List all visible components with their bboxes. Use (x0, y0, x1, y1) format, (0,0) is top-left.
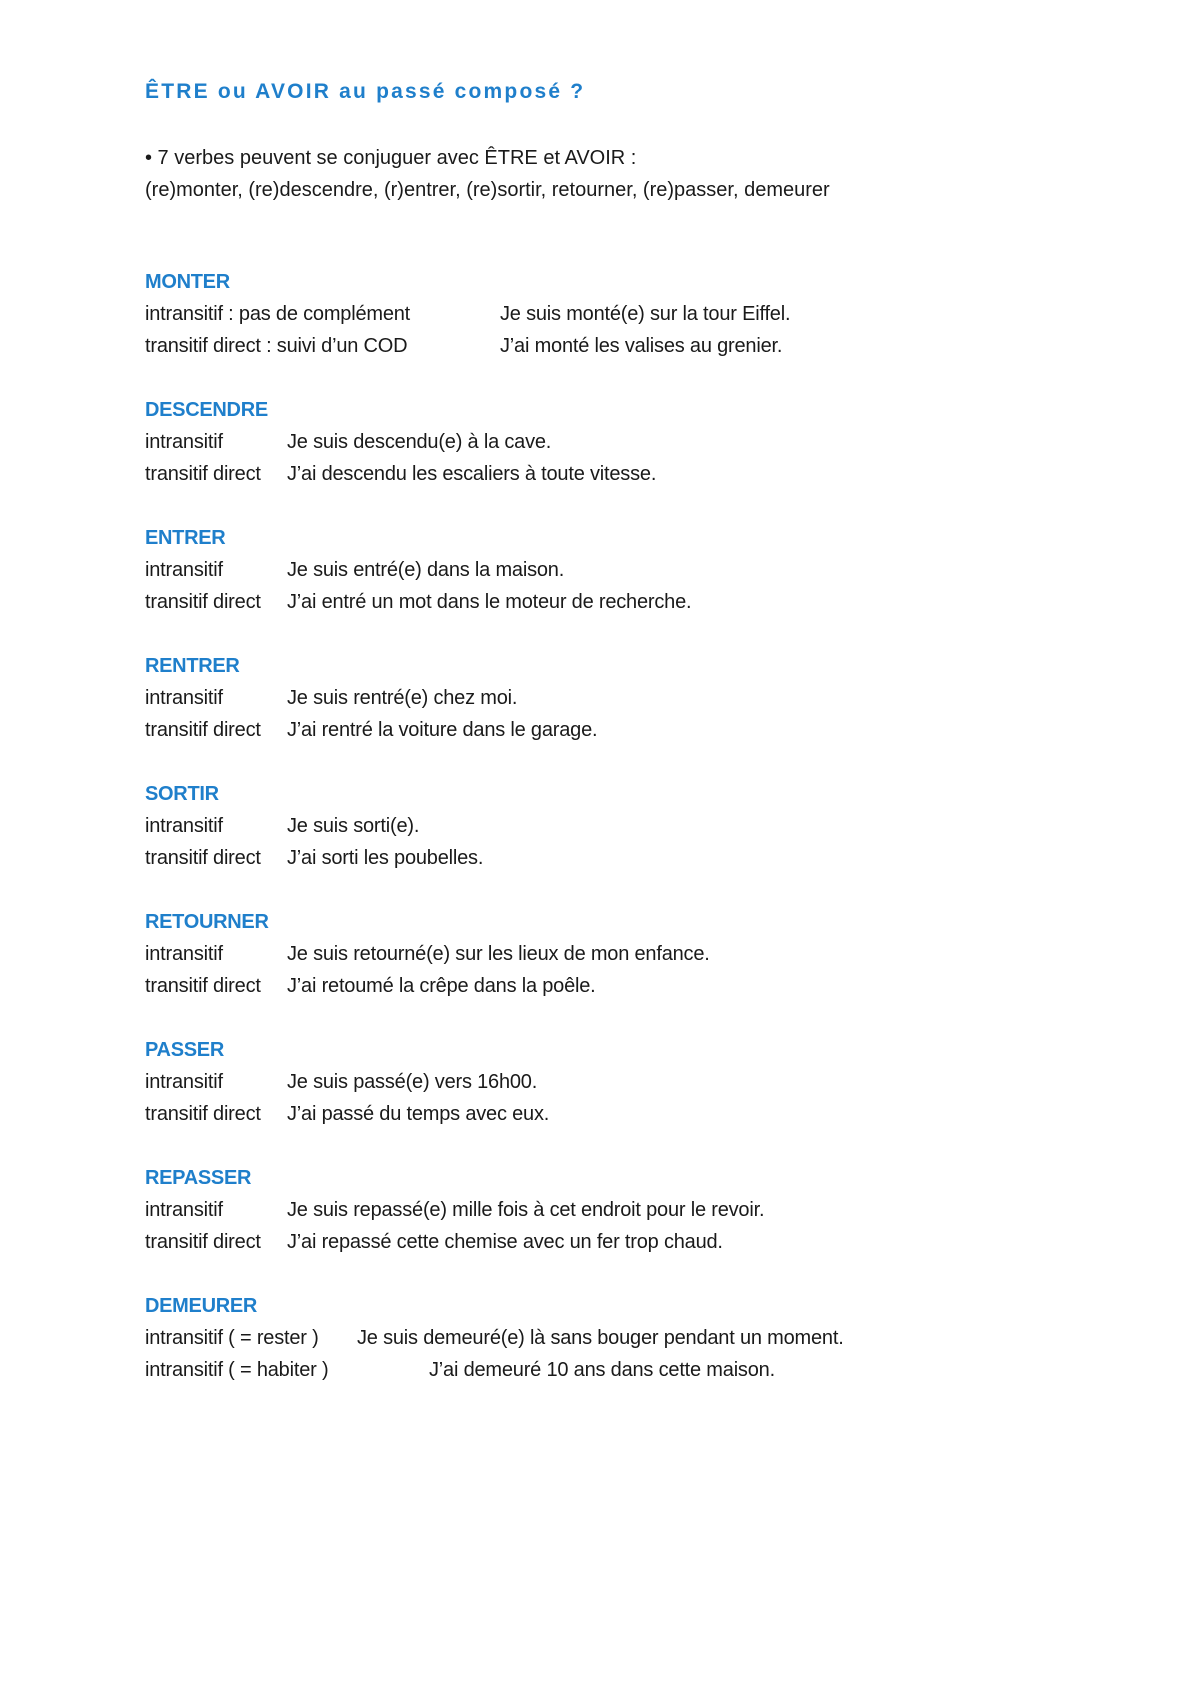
usage-example: J’ai descendu les escaliers à toute vitesse. (287, 463, 657, 485)
usage-example: Je suis monté(e) sur la tour Eiffel. (500, 303, 791, 325)
verb-list-line: (re)monter, (re)descendre, (r)entrer, (re)sortir, retourner, (re)passer, demeurer (145, 179, 830, 201)
usage-label: intransitif (145, 687, 223, 709)
usage-row (145, 810, 1105, 842)
usage-example: J’ai repassé cette chemise avec un fer trop chaud. (287, 1231, 723, 1253)
usage-example: Je suis descendu(e) à la cave. (287, 431, 552, 453)
section-entrer (145, 522, 1105, 618)
usage-label: intransitif (145, 1071, 223, 1093)
verb-heading: RENTRER (145, 655, 240, 677)
usage-example: Je suis passé(e) vers 16h00. (287, 1071, 538, 1093)
usage-row (145, 586, 1105, 618)
usage-example: Je suis demeuré(e) là sans bouger pendant un moment. (357, 1327, 844, 1349)
usage-row (145, 426, 1105, 458)
usage-row (145, 330, 1105, 362)
usage-row (145, 458, 1105, 490)
usage-row (145, 1354, 1105, 1386)
usage-label: transitif direct (145, 975, 261, 997)
usage-example: J’ai rentré la voiture dans le garage. (287, 719, 598, 741)
section-demeurer (145, 1290, 1105, 1386)
usage-example: J’ai demeuré 10 ans dans cette maison. (429, 1359, 775, 1381)
usage-row (145, 1194, 1105, 1226)
usage-label: intransitif (145, 943, 223, 965)
usage-example: J’ai passé du temps avec eux. (287, 1103, 550, 1125)
section-sortir (145, 778, 1105, 874)
usage-row (145, 714, 1105, 746)
verb-heading: ENTRER (145, 527, 226, 549)
usage-example: Je suis retourné(e) sur les lieux de mon enfance. (287, 943, 710, 965)
usage-row (145, 682, 1105, 714)
usage-row (145, 938, 1105, 970)
usage-label: transitif direct : suivi d’un COD (145, 335, 408, 357)
verb-heading: REPASSER (145, 1167, 252, 1189)
verb-heading: PASSER (145, 1039, 224, 1061)
usage-label: intransitif (145, 815, 223, 837)
usage-label: intransitif (145, 559, 223, 581)
intro-paragraph (145, 142, 1105, 206)
usage-example: Je suis sorti(e). (287, 815, 420, 837)
usage-row (145, 970, 1105, 1002)
document-page (145, 78, 1105, 1418)
usage-row (145, 1322, 1105, 1354)
verb-heading: RETOURNER (145, 911, 269, 933)
verb-heading: DEMEURER (145, 1295, 258, 1317)
usage-label: intransitif : pas de complément (145, 303, 411, 325)
usage-label: transitif direct (145, 463, 261, 485)
usage-example: Je suis entré(e) dans la maison. (287, 559, 565, 581)
verb-heading: MONTER (145, 271, 230, 293)
usage-example: Je suis repassé(e) mille fois à cet endroit pour le revoir. (287, 1199, 765, 1221)
usage-row (145, 1066, 1105, 1098)
section-descendre (145, 394, 1105, 490)
usage-example: Je suis rentré(e) chez moi. (287, 687, 518, 709)
section-rentrer (145, 650, 1105, 746)
usage-row (145, 1226, 1105, 1258)
usage-example: J’ai entré un mot dans le moteur de recherche. (287, 591, 692, 613)
usage-label: transitif direct (145, 847, 261, 869)
usage-label: transitif direct (145, 1103, 261, 1125)
usage-label: intransitif ( = rester ) (145, 1327, 319, 1349)
usage-row (145, 298, 1105, 330)
usage-example: J’ai sorti les poubelles. (287, 847, 484, 869)
usage-example: J’ai monté les valises au grenier. (500, 335, 783, 357)
section-repasser (145, 1162, 1105, 1258)
usage-label: intransitif ( = habiter ) (145, 1359, 329, 1381)
usage-example: J’ai retoumé la crêpe dans la poêle. (287, 975, 596, 997)
section-passer (145, 1034, 1105, 1130)
verb-heading: SORTIR (145, 783, 219, 805)
usage-row (145, 554, 1105, 586)
usage-row (145, 1098, 1105, 1130)
usage-label: transitif direct (145, 719, 261, 741)
usage-label: intransitif (145, 1199, 223, 1221)
usage-label: transitif direct (145, 1231, 261, 1253)
usage-row (145, 842, 1105, 874)
usage-label: transitif direct (145, 591, 261, 613)
section-monter (145, 266, 1105, 362)
section-retourner (145, 906, 1105, 1002)
page-title: ÊTRE ou AVOIR au passé composé ? (145, 80, 586, 103)
verb-heading: DESCENDRE (145, 399, 268, 421)
intro-line: • 7 verbes peuvent se conjuguer avec ÊTRE et AVOIR : (145, 147, 637, 169)
usage-label: intransitif (145, 431, 223, 453)
